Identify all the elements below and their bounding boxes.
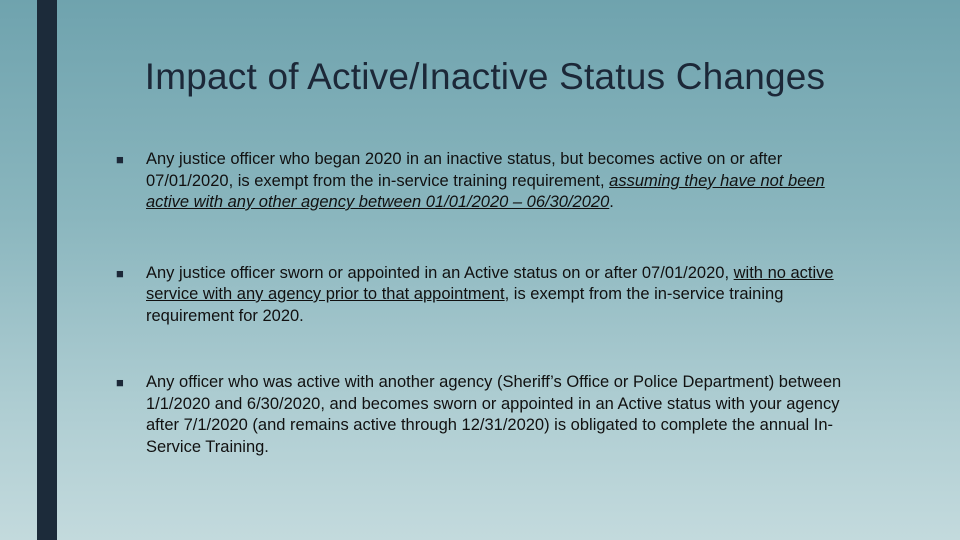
bullet-marker-icon: ■ [116, 265, 124, 281]
bullet-list [116, 149, 851, 458]
bullet-marker-icon: ■ [116, 375, 124, 390]
left-accent-bar [37, 0, 57, 540]
bullet-3-text: Any officer who was active with another agency (Sheriff’s Office or Police Department) between 1/1/2020 and 6/30/2020, and becomes sworn or appointed in an Active status with your agency after 7/1/2020 (and remains active through 12/31/2020) is obligated to complete the annual In-Service Training. [146, 373, 842, 456]
bullet-marker-icon: ■ [116, 152, 124, 167]
bullet-1-emphasis: assuming they have not been active with any other agency between 01/01/2020 – 06/30/2020 [146, 171, 825, 211]
bullet-item-3 [116, 372, 851, 458]
bullet-2-text: Any justice officer sworn or appointed in an Active status on or after 07/01/2020, [146, 263, 734, 282]
bullet-2-end: , is exempt from the in-service training requirement for 2020. [146, 285, 784, 325]
slide-title: Impact of Active/Inactive Status Changes [144, 56, 826, 97]
bullet-item-2 [116, 263, 851, 328]
bullet-1-end: . [609, 193, 614, 211]
bullet-item-1 [116, 149, 851, 214]
bullet-1-text: Any justice officer who began 2020 in an inactive status, but becomes active on or after 07/01/2020, is exempt from the in-service training requirement, [146, 150, 783, 190]
bullet-2-emphasis: with no active service with any agency prior to that appointment [146, 263, 834, 303]
